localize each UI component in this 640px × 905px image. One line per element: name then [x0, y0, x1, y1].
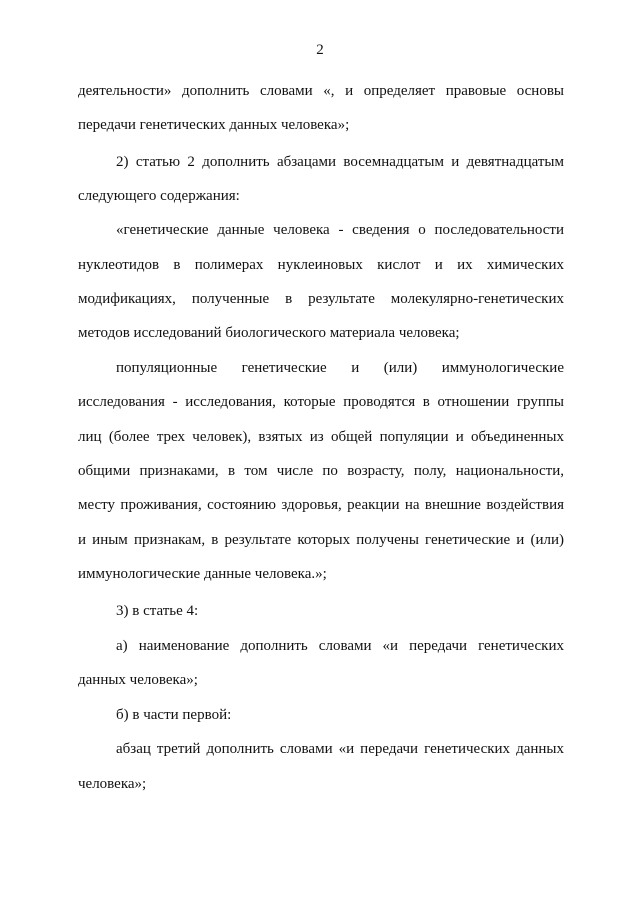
text-line: передачи генетических данных человека»; [78, 117, 350, 133]
text-line: и иным признакам, в результате которых получены генетические и (или) [78, 532, 564, 548]
text-line: следующего содержания: [78, 188, 240, 204]
text-line: методов исследований биологического материала человека; [78, 325, 460, 341]
text-line: человека»; [78, 776, 147, 792]
text-line: иммунологические данные человека.»; [78, 566, 327, 582]
text-line: б) в части первой: [116, 707, 232, 723]
text-line: а) наименование дополнить словами «и передачи генетических [116, 638, 564, 654]
text-line: деятельности» дополнить словами «, и определяет правовые основы [78, 83, 564, 99]
text-line: общими признаками, в том числе по возрасту, полу, национальности, [78, 463, 564, 479]
text-line: нуклеотидов в полимерах нуклеиновых кислот и их химических [78, 257, 564, 273]
text-line: «генетические данные человека - сведения о последовательности [116, 222, 564, 238]
text-line: месту проживания, состоянию здоровья, реакции на внешние воздействия [78, 497, 564, 513]
text-line: данных человека»; [78, 672, 198, 688]
text-line: модификациях, полученные в результате молекулярно-генетических [78, 291, 564, 307]
text-line: лиц (более трех человек), взятых из общей популяции и объединенных [78, 429, 564, 445]
text-line: исследования - исследования, которые проводятся в отношении группы [78, 394, 564, 410]
text-line: абзац третий дополнить словами «и передачи генетических данных [116, 741, 564, 757]
text-line: 2) статью 2 дополнить абзацами восемнадцатым и девятнадцатым [116, 154, 564, 170]
page-number: 2 [316, 42, 324, 58]
text-line: популяционные генетические и (или) иммунологические [116, 360, 564, 376]
text-line: 3) в статье 4: [116, 603, 199, 619]
